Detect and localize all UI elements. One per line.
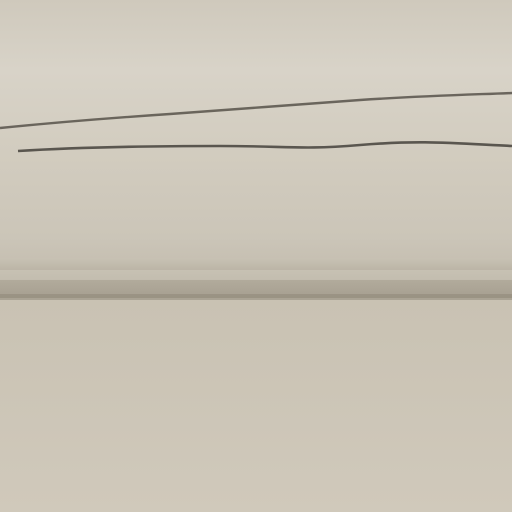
wicker-base bbox=[0, 300, 512, 512]
wood-edge-highlight bbox=[0, 270, 512, 280]
